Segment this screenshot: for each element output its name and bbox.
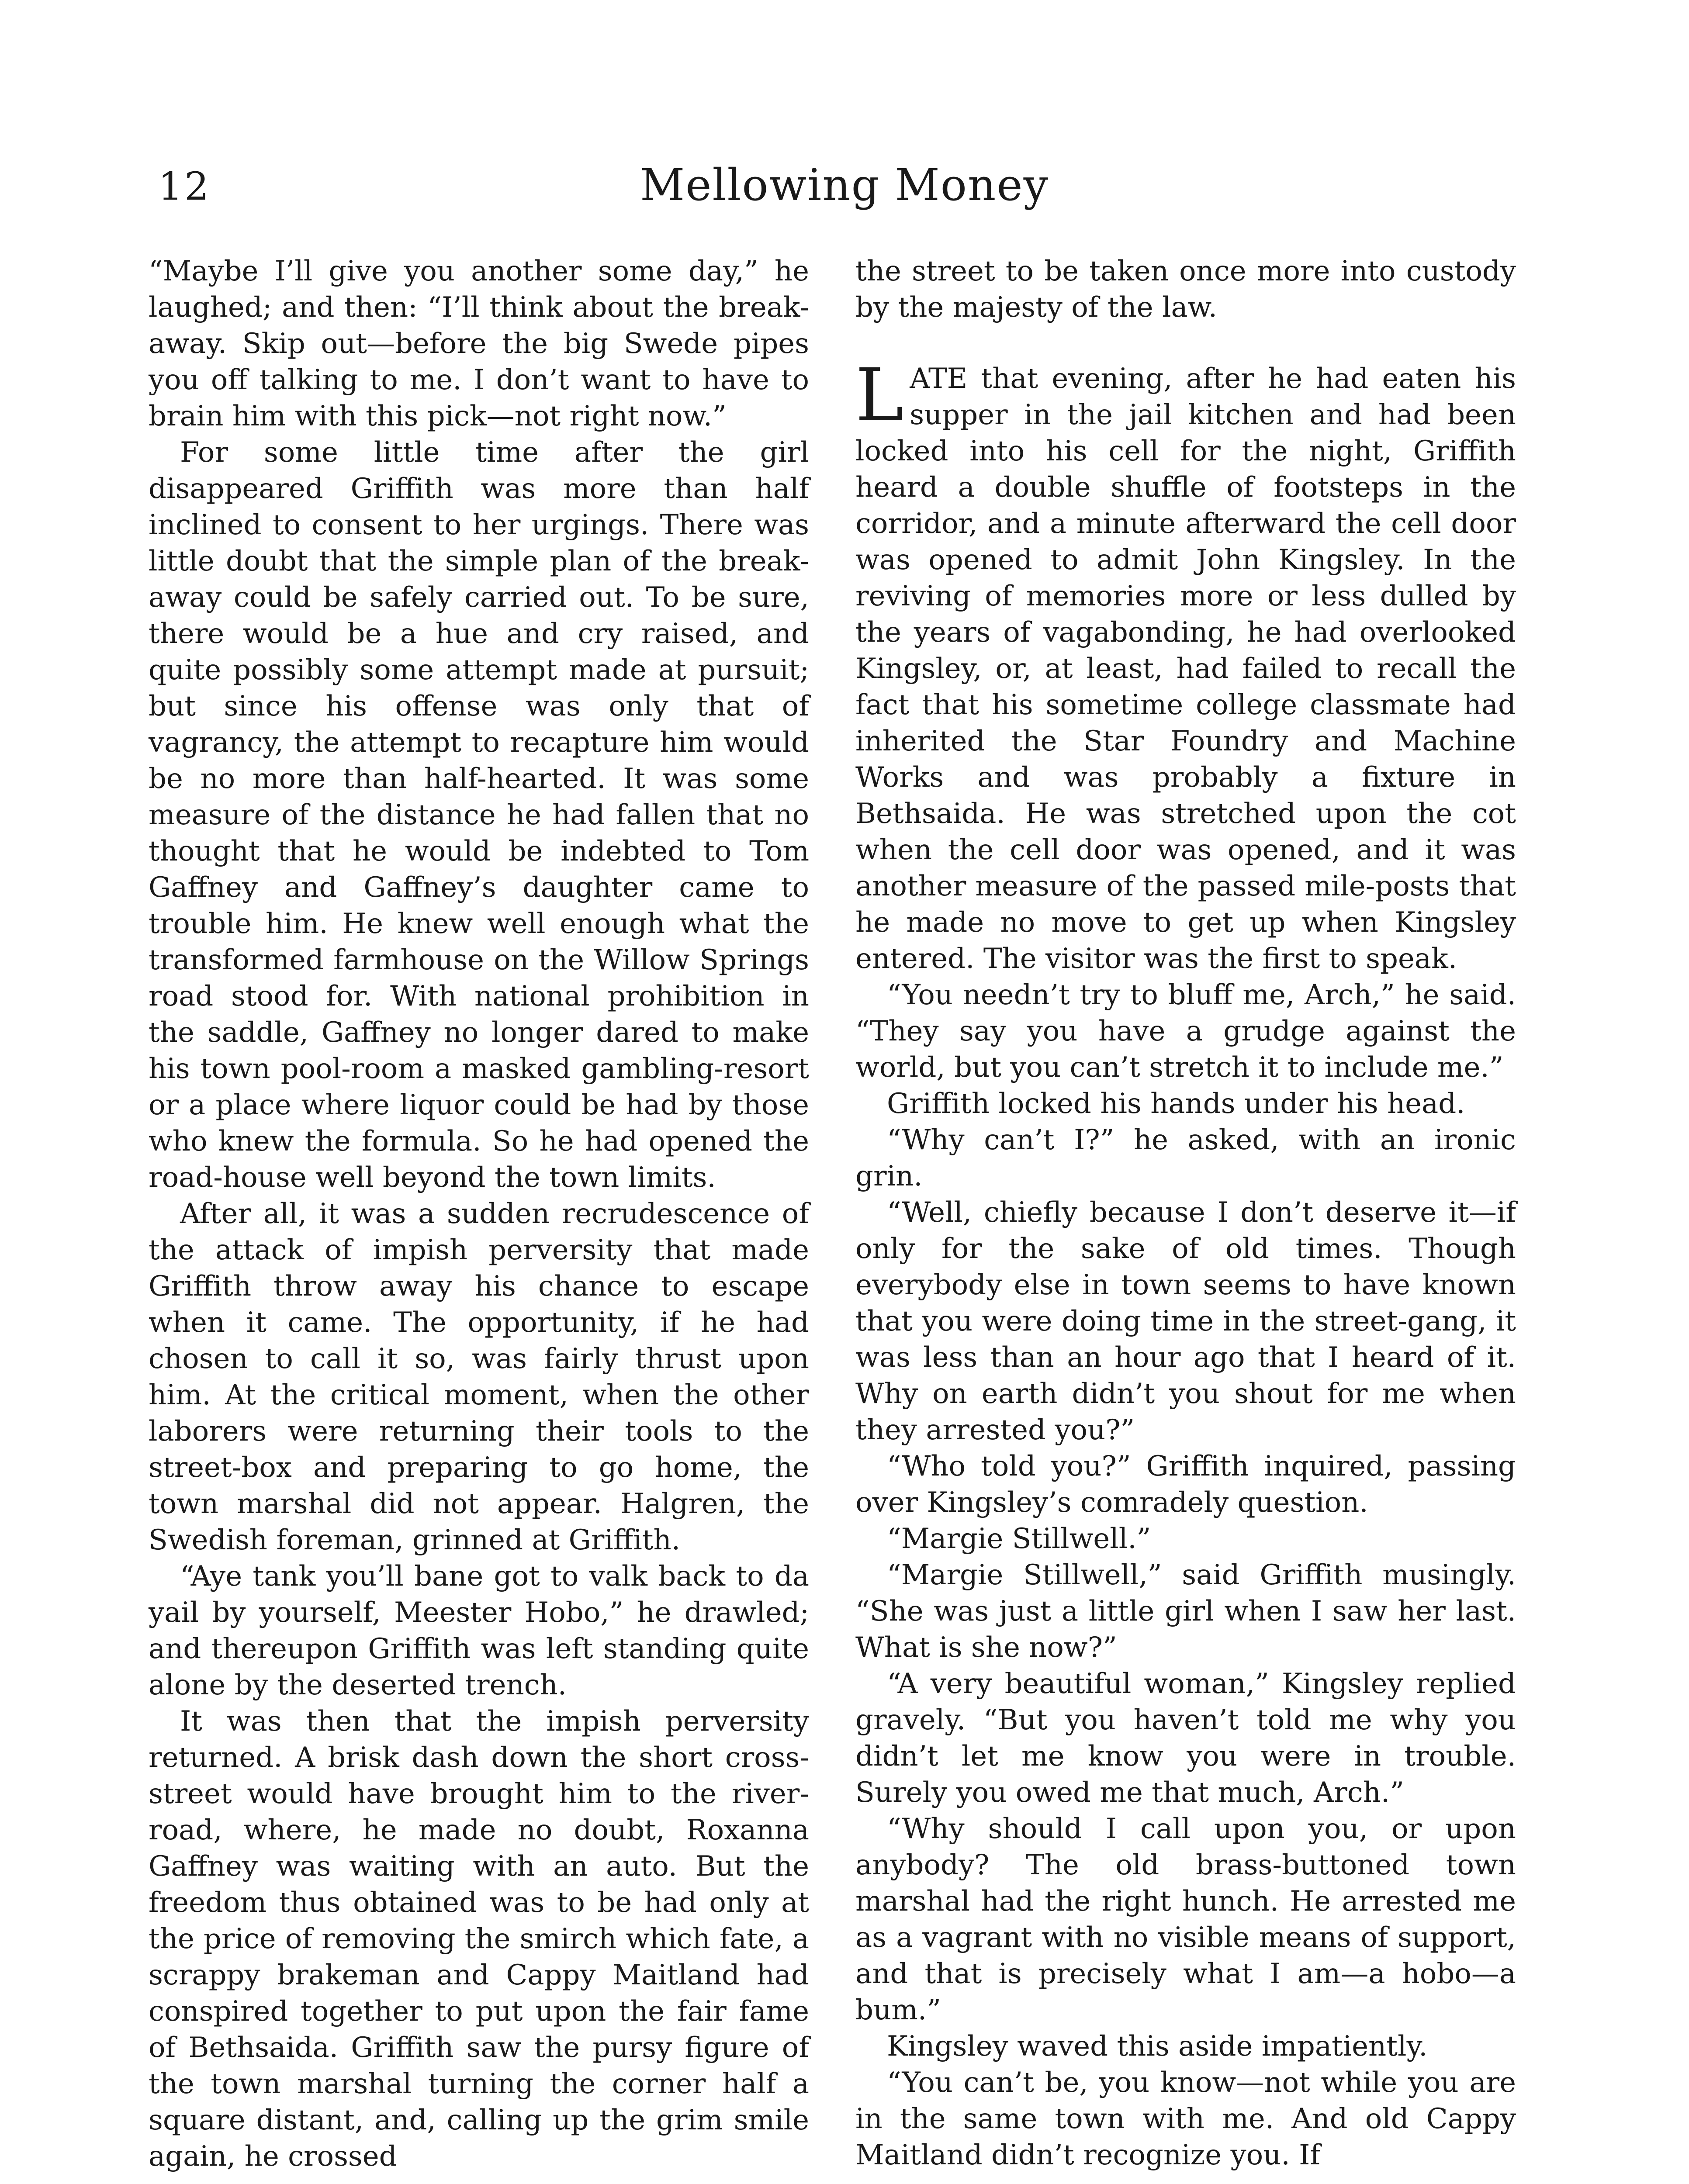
section-opening-text: ATE that evening, after he had eaten his supper in the jail kitchen and had been locked into his cell for the night, Griffith heard a double shuffle of footsteps in the corridor, and a minute afterward the cell door was opened to admit John Kingsley. In the reviving of memories more or less dulled by the years of vagabonding, he had overlooked Kingsley, or, at least, had failed to recall the fact that his sometime college classmate had inherited the Star Foundry and Machine Works and was probably a fixture in Bethsaida. He was stretched upon the cot when the cell door was opened, and it was another measure of the passed mile-posts that he made no move to get up when Kingsley entered. The visitor was the first to speak.	[855, 363, 1516, 975]
paragraph: Kingsley waved this aside impatiently.	[887, 2030, 1428, 2063]
paragraph: “A very beautiful woman,” Kingsley replied gravely. “But you haven’t told me why you didn’t let me know you were in trouble. Surely you owed me that much, Arch.”	[855, 1668, 1516, 1809]
right-column	[855, 253, 1516, 2174]
paragraph: “Margie Stillwell.”	[887, 1523, 1151, 1555]
paragraph: “Maybe I’ll give you another some day,” he laughed; and then: “I’ll think about the break-away. Skip out—before the big Swede pipes you off talking to me. I don’t want to have to brain him with this pick—not right now.”	[149, 255, 809, 432]
paragraph: “Who told you?” Griffith inquired, passing over Kingsley’s comradely question.	[855, 1450, 1516, 1519]
paragraph: “Margie Stillwell,” said Griffith musingly. “She was just a little girl when I saw her last. What is she now?”	[855, 1559, 1516, 1664]
page-number: 12	[158, 164, 211, 209]
paragraph: “Why should I call upon you, or upon anybody? The old brass-buttoned town marshal had the right hunch. He arrested me as a vagrant with no visible means of support, and that is precisely what I am—a hobo—a bum.”	[855, 1813, 1516, 2026]
paragraph-continuation: the street to be taken once more into custody by the majesty of the law.	[855, 255, 1516, 324]
paragraph: “Well, chiefly because I don’t deserve it—if only for the sake of old times. Though everybody else in town seems to have known that you were doing time in the street-gang, it was less than an hour ago that I heard of it. Why on earth didn’t you shout for me when they arrested you?”	[855, 1196, 1516, 1446]
running-title: Mellowing Money	[640, 159, 1049, 211]
drop-cap: L	[855, 353, 904, 438]
paragraph: “Aye tank you’ll bane got to valk back to da yail by yourself, Meester Hobo,” he drawled; and thereupon Griffith was left standing quite alone by the deserted trench.	[149, 1560, 809, 1701]
section-opening-paragraph	[855, 353, 1516, 977]
paragraph: “Why can’t I?” he asked, with an ironic grin.	[855, 1124, 1516, 1192]
paragraph: “You can’t be, you know—not while you are in the same town with me. And old Cappy Maitland didn’t recognize you. If	[855, 2067, 1516, 2171]
paragraph: It was then that the impish perversity returned. A brisk dash down the short cross-street would have brought him to the river-road, where, he made no doubt, Roxanna Gaffney was waiting with an auto. But the freedom thus obtained was to be had only at the price of removing the smirch which fate, a scrappy brakeman and Cappy Maitland had conspired together to put upon the fair fame of Bethsaida. Griffith saw the pursy figure of the town marshal turning the corner half a square distant, and, calling up the grim smile again, he crossed	[149, 1705, 809, 2173]
paragraph: Griffith locked his hands under his head.	[887, 1088, 1465, 1120]
paragraph: “You needn’t try to bluff me, Arch,” he said. “They say you have a grudge against the world, but you can’t stretch it to include me.”	[855, 979, 1516, 1084]
left-column	[149, 253, 809, 2175]
paragraph: After all, it was a sudden recrudescence of the attack of impish perversity that made Griffith throw away his chance to escape when it came. The opportunity, if he had chosen to call it so, was fairly thrust upon him. At the critical moment, when the other laborers were returning their tools to the street-box and preparing to go home, the town marshal did not appear. Halgren, the Swedish foreman, grinned at Griffith.	[149, 1198, 809, 1556]
paragraph: For some little time after the girl disappeared Griffith was more than half inclined to consent to her urgings. There was little doubt that the simple plan of the break-away could be safely carried out. To be sure, there would be a hue and cry raised, and quite possibly some attempt made at pursuit; but since his offense was only that of vagrancy, the attempt to recapture him would be no more than half-hearted. It was some measure of the distance he had fallen that no thought that he would be indebted to Tom Gaffney and Gaffney’s daughter came to trouble him. He knew well enough what the transformed farmhouse on the Willow Springs road stood for. With national prohibition in the saddle, Gaffney no longer dared to make his town pool-room a masked gambling-resort or a place where liquor could be had by those who knew the formula. So he had opened the road-house well beyond the town limits.	[149, 436, 809, 1194]
